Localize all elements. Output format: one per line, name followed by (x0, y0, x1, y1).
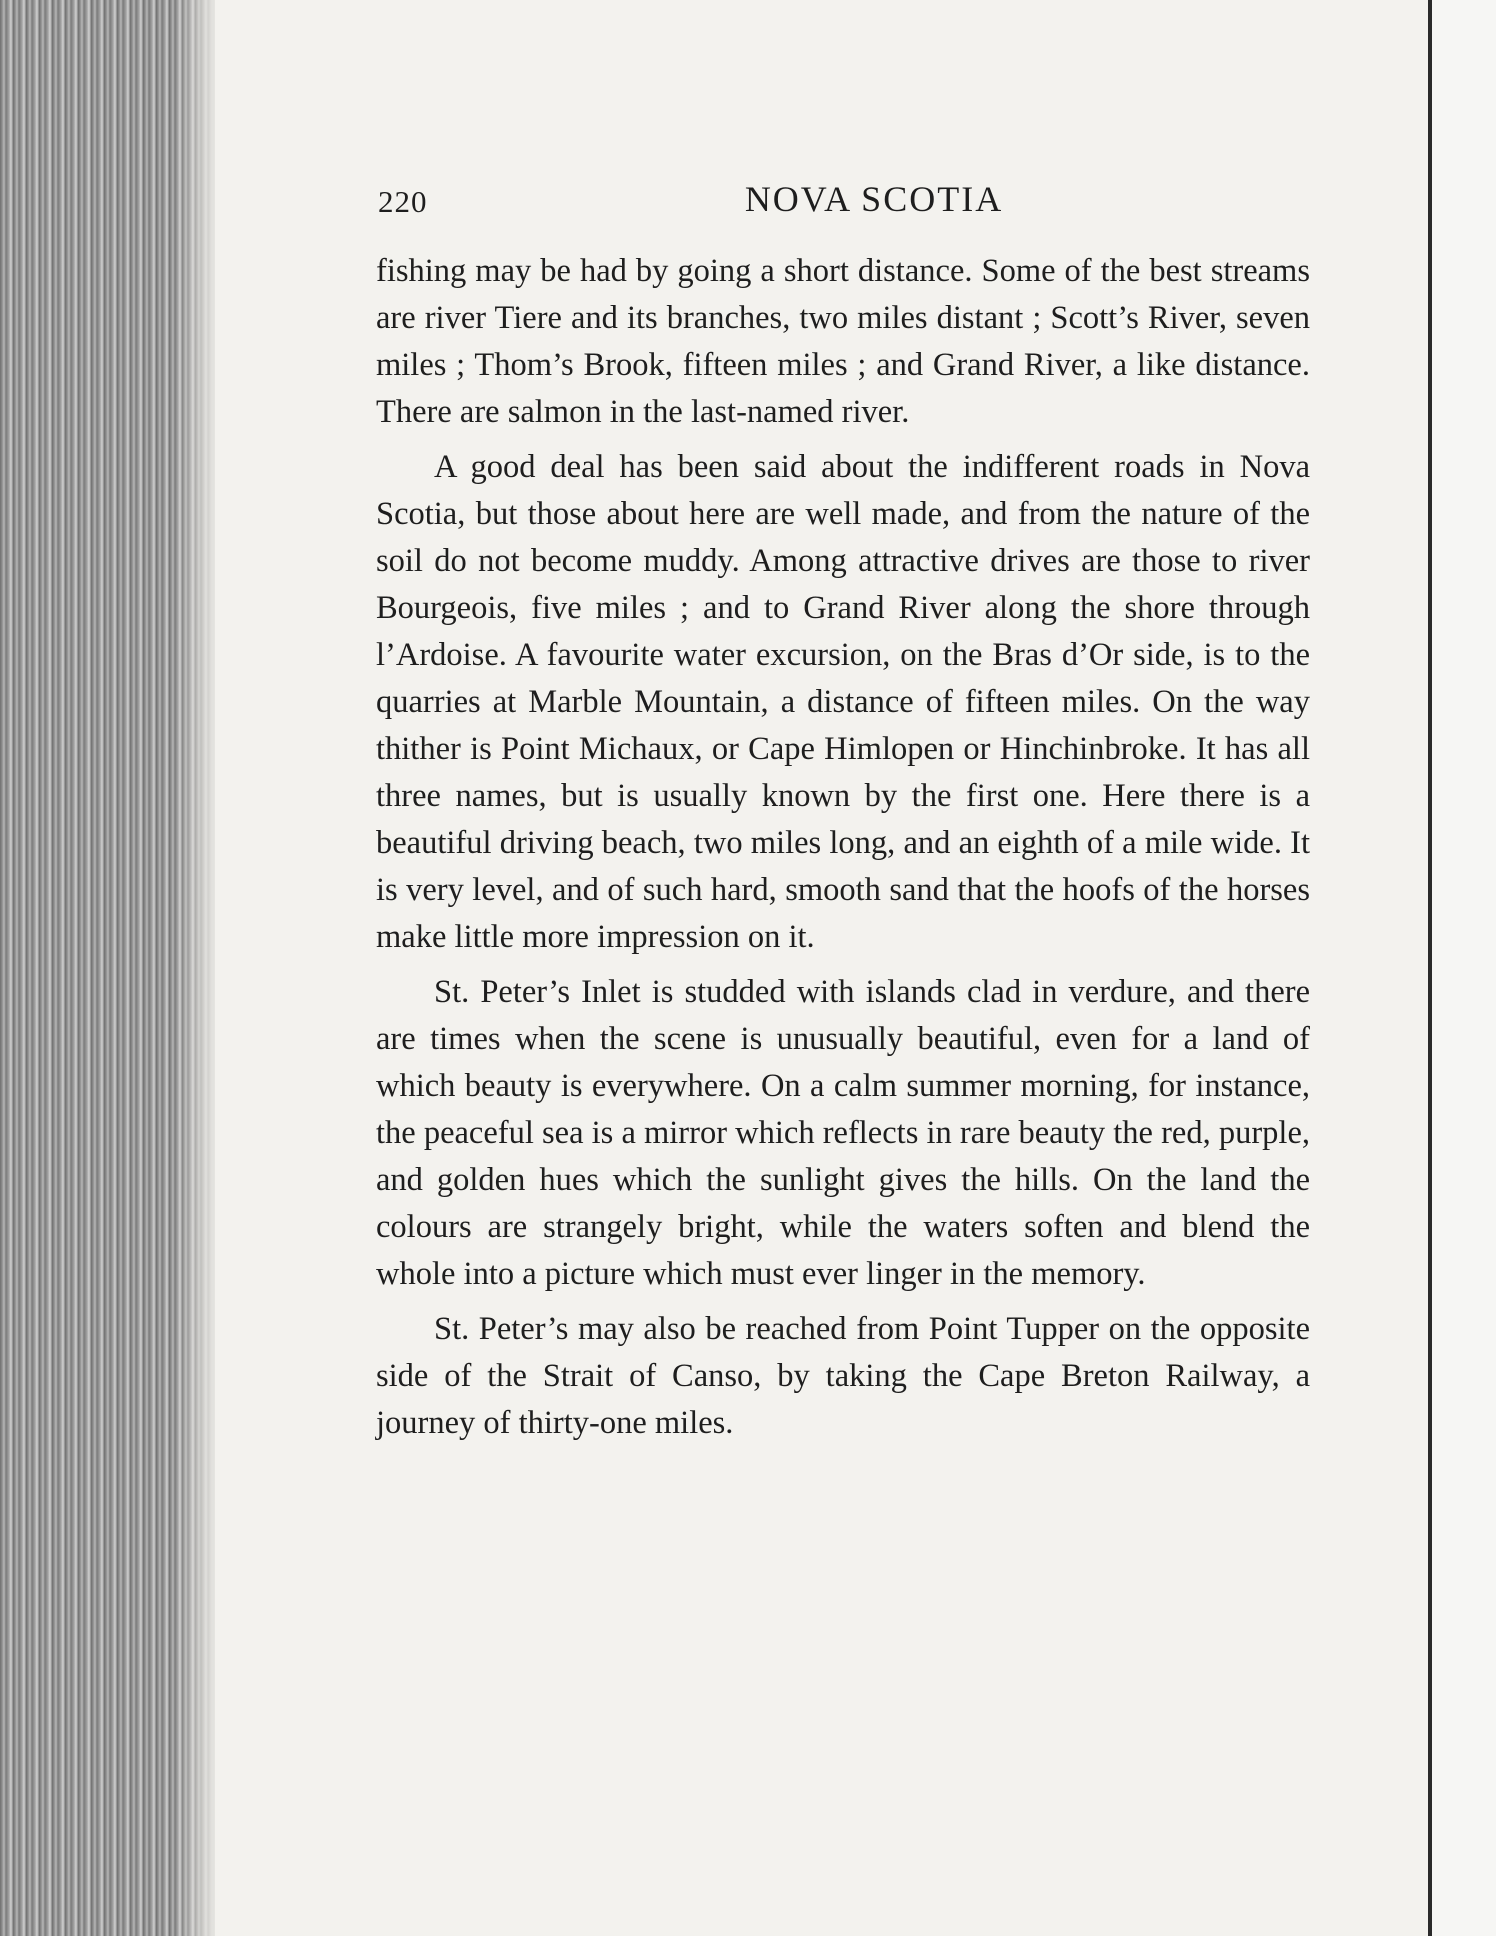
page-header (378, 178, 1310, 228)
book-page-edges (0, 0, 215, 1936)
paragraph-4: St. Peter’s may also be reached from Point Tupper on the opposite side of the Strait of Canso, by taking the Cape Breton Railway, a journey of thirty-one miles. (376, 1311, 1310, 1441)
page-number: 220 (378, 184, 428, 219)
right-margin (1432, 0, 1496, 1936)
paragraph-2: A good deal has been said about the indifferent roads in Nova Scotia, but those about here are well made, and from the nature of the soil do not become muddy. Among attractive drives are those to river Bourgeois, five miles ; and to Grand River along the shore through l’Ardoise. A favourite water excursion, on the Bras d’Or side, is to the quarries at Marble Mountain, a distance of fifteen miles. On the way thither is Point Michaux, or Cape Himlopen or Hinchinbroke. It has all three names, but is usually known by the first one. Here there is a beautiful driving beach, two miles long, and an eighth of a mile wide. It is very level, and of such hard, smooth sand that the hoofs of the horses make little more impression on it. (376, 449, 1310, 955)
paragraph-1: fishing may be had by going a short distance. Some of the best streams are river Tiere and its branches, two miles distant ; Scott’s River, seven miles ; Thom’s Brook, fifteen miles ; and Grand River, a like distance. There are salmon in the last-named river. (376, 253, 1310, 430)
paragraph-3: St. Peter’s Inlet is studded with islands clad in verdure, and there are times when the scene is unusually beautiful, even for a land of which beauty is everywhere. On a calm summer morning, for instance, the peaceful sea is a mirror which reflects in rare beauty the red, purple, and golden hues which the sunlight gives the hills. On the land the colours are strangely bright, while the waters soften and blend the whole into a picture which must ever linger in the memory. (376, 974, 1310, 1292)
body-text (376, 248, 1310, 1447)
running-title: NOVA SCOTIA (744, 179, 1004, 219)
